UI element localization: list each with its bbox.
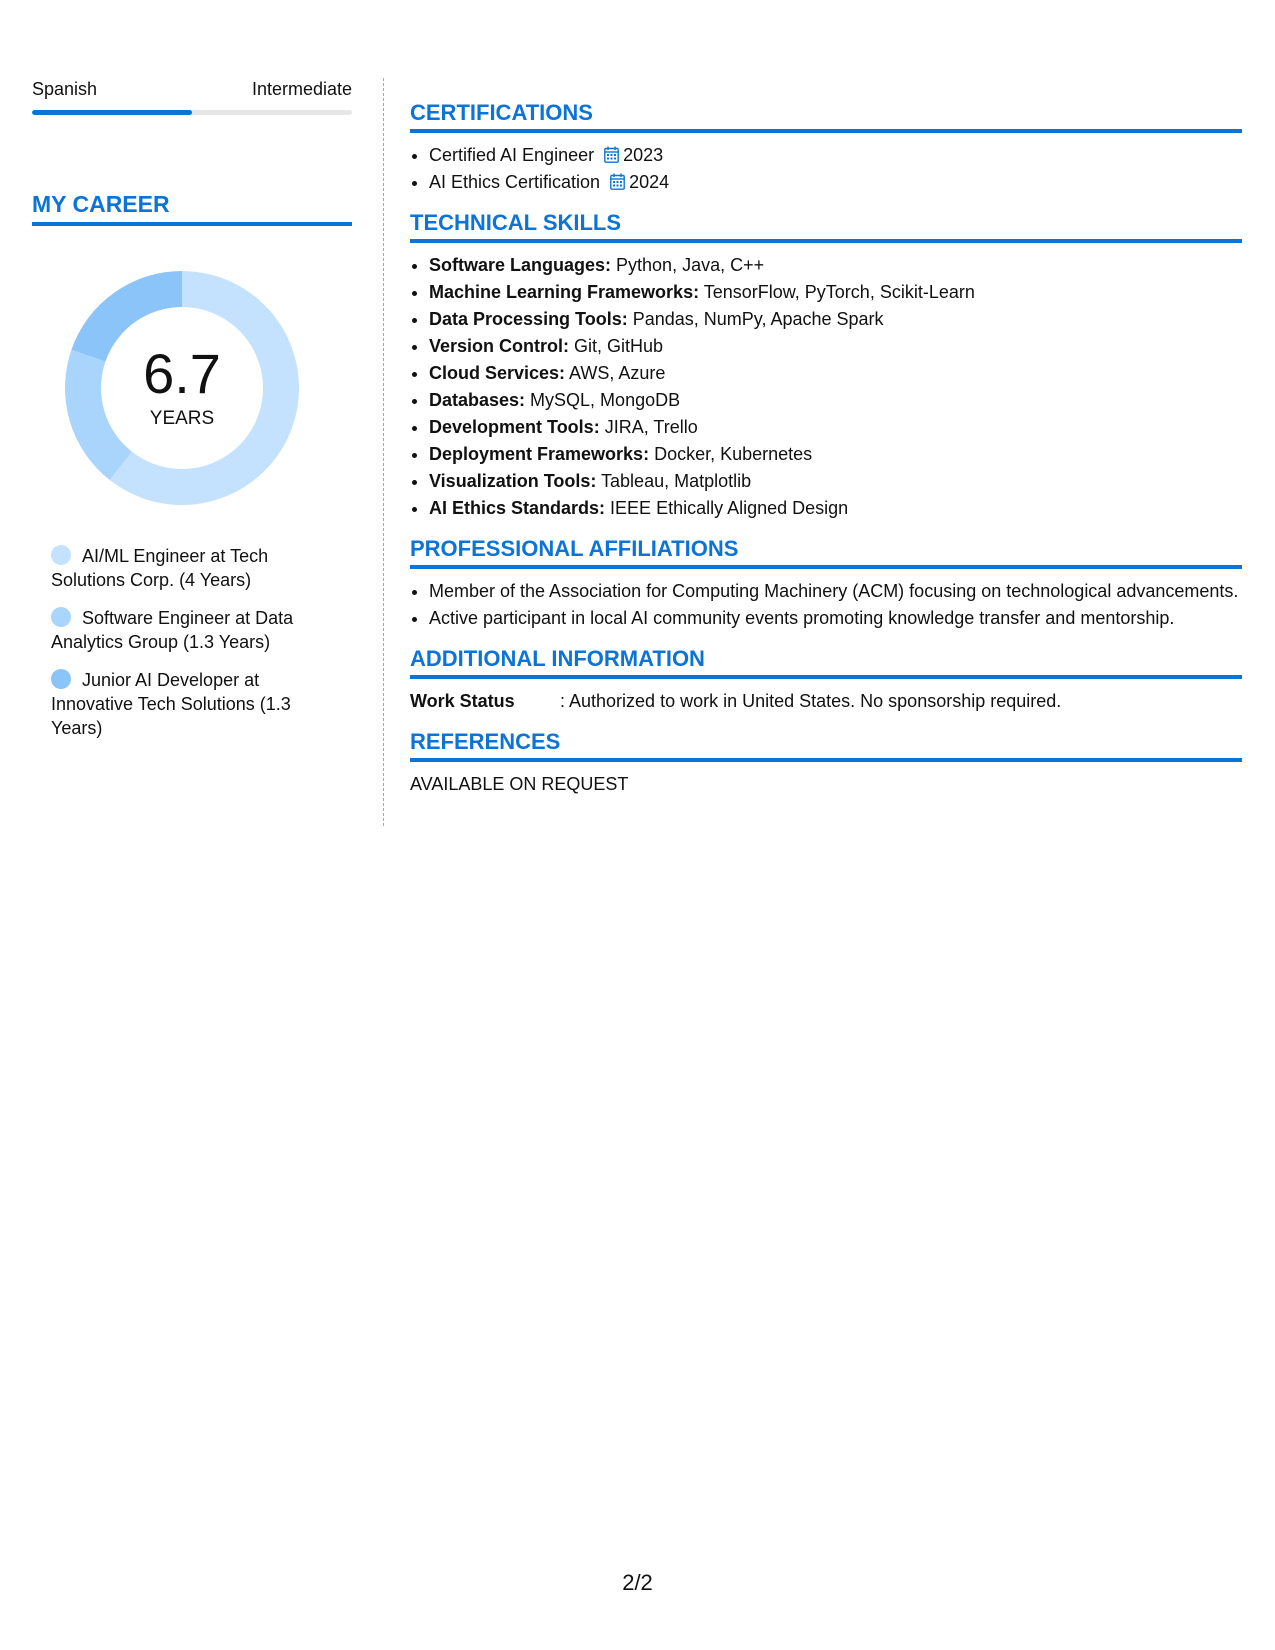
skill-values: Docker, Kubernetes [649,444,813,464]
donut-center [62,268,302,508]
language-level: Intermediate [251,79,352,99]
career-donut-chart [62,268,302,508]
skill-item [429,360,1242,387]
skill-values: Pandas, NumPy, Apache Spark [627,309,884,329]
skills-heading: TECHNICAL SKILLS [410,210,1242,243]
references-text: AVAILABLE ON REQUEST [410,774,629,794]
certification-item [429,142,1242,169]
career-total-years: 6.7 [143,342,221,405]
skill-category: Databases: [429,390,526,410]
skill-values: MySQL, MongoDB [525,390,681,410]
skill-category: Development Tools: [429,417,600,437]
skill-item [429,252,1242,279]
affiliations-list [410,578,1242,632]
skill-category: Version Control: [429,336,570,356]
language-name: Spanish [32,79,98,99]
skill-values: Git, GitHub [569,336,664,356]
legend-dot-icon [51,669,71,689]
certifications-list [410,142,1242,196]
right-column [410,100,1242,812]
skill-values: Python, Java, C++ [611,255,765,275]
column-divider [383,78,384,826]
skill-category: Machine Learning Frameworks: [429,282,700,302]
skill-category: Software Languages: [429,255,612,275]
additional-info-heading: ADDITIONAL INFORMATION [410,646,1242,679]
skill-values: AWS, Azure [565,363,666,383]
skill-item [429,306,1242,333]
certification-name: Certified AI Engineer [429,145,595,165]
references-heading: REFERENCES [410,729,1242,762]
certification-name: AI Ethics Certification [429,172,601,192]
career-heading: MY CAREER [32,191,352,226]
affiliations-heading: PROFESSIONAL AFFILIATIONS [410,536,1242,569]
certification-item [429,169,1242,196]
work-status-label: Work Status [410,691,515,711]
career-legend-item [51,544,321,592]
skill-category: Visualization Tools: [429,471,597,491]
career-legend-label: Software Engineer at Data Analytics Group (1.3 Years) [51,608,294,652]
career-legend-item [51,668,321,740]
skill-item [429,333,1242,360]
skill-values: Tableau, Matplotlib [596,471,752,491]
skill-category: Deployment Frameworks: [429,444,650,464]
legend-dot-icon [51,545,71,565]
skills-section [410,210,1242,522]
language-proficiency-fill [32,110,192,115]
language-row [32,78,352,100]
career-legend-label: Junior AI Developer at Innovative Tech Solutions (1.3 Years) [51,670,291,738]
calendar-icon [604,144,619,161]
references-section [410,729,1242,798]
skill-item [429,495,1242,522]
skill-values: JIRA, Trello [599,417,698,437]
certification-year: 2023 [623,145,664,165]
left-column [32,78,352,754]
language-proficiency-bar [32,110,352,115]
skill-values: IEEE Ethically Aligned Design [605,498,849,518]
calendar-icon [610,171,625,188]
certifications-heading: CERTIFICATIONS [410,100,1242,133]
affiliations-section [410,536,1242,632]
career-legend-label: AI/ML Engineer at Tech Solutions Corp. (4 Years) [51,546,269,590]
skill-item [429,468,1242,495]
skill-category: Cloud Services: [429,363,566,383]
work-status-row [410,688,1242,715]
skill-item [429,387,1242,414]
skill-item [429,414,1242,441]
affiliation-item: • Member of the Association for Computing Machinery (ACM) focusing on technological advancements. [429,578,1242,605]
work-status-value: : Authorized to work in United States. No sponsorship required. [560,691,1062,711]
legend-dot-icon [51,607,71,627]
skill-category: AI Ethics Standards: [429,498,606,518]
skill-values: TensorFlow, PyTorch, Scikit-Learn [699,282,975,302]
page-number: 2/2 [622,1570,653,1595]
skill-category: Data Processing Tools: [429,309,628,329]
skills-list [410,252,1242,522]
affiliation-item: • Active participant in local AI community events promoting knowledge transfer and mentorship. [429,605,1242,632]
skill-item [429,441,1242,468]
certifications-section [410,100,1242,196]
additional-info-section [410,646,1242,715]
certification-year: 2024 [629,172,670,192]
career-total-unit: YEARS [149,408,215,429]
skill-item [429,279,1242,306]
career-legend-item [51,606,321,654]
career-legend [32,544,352,740]
